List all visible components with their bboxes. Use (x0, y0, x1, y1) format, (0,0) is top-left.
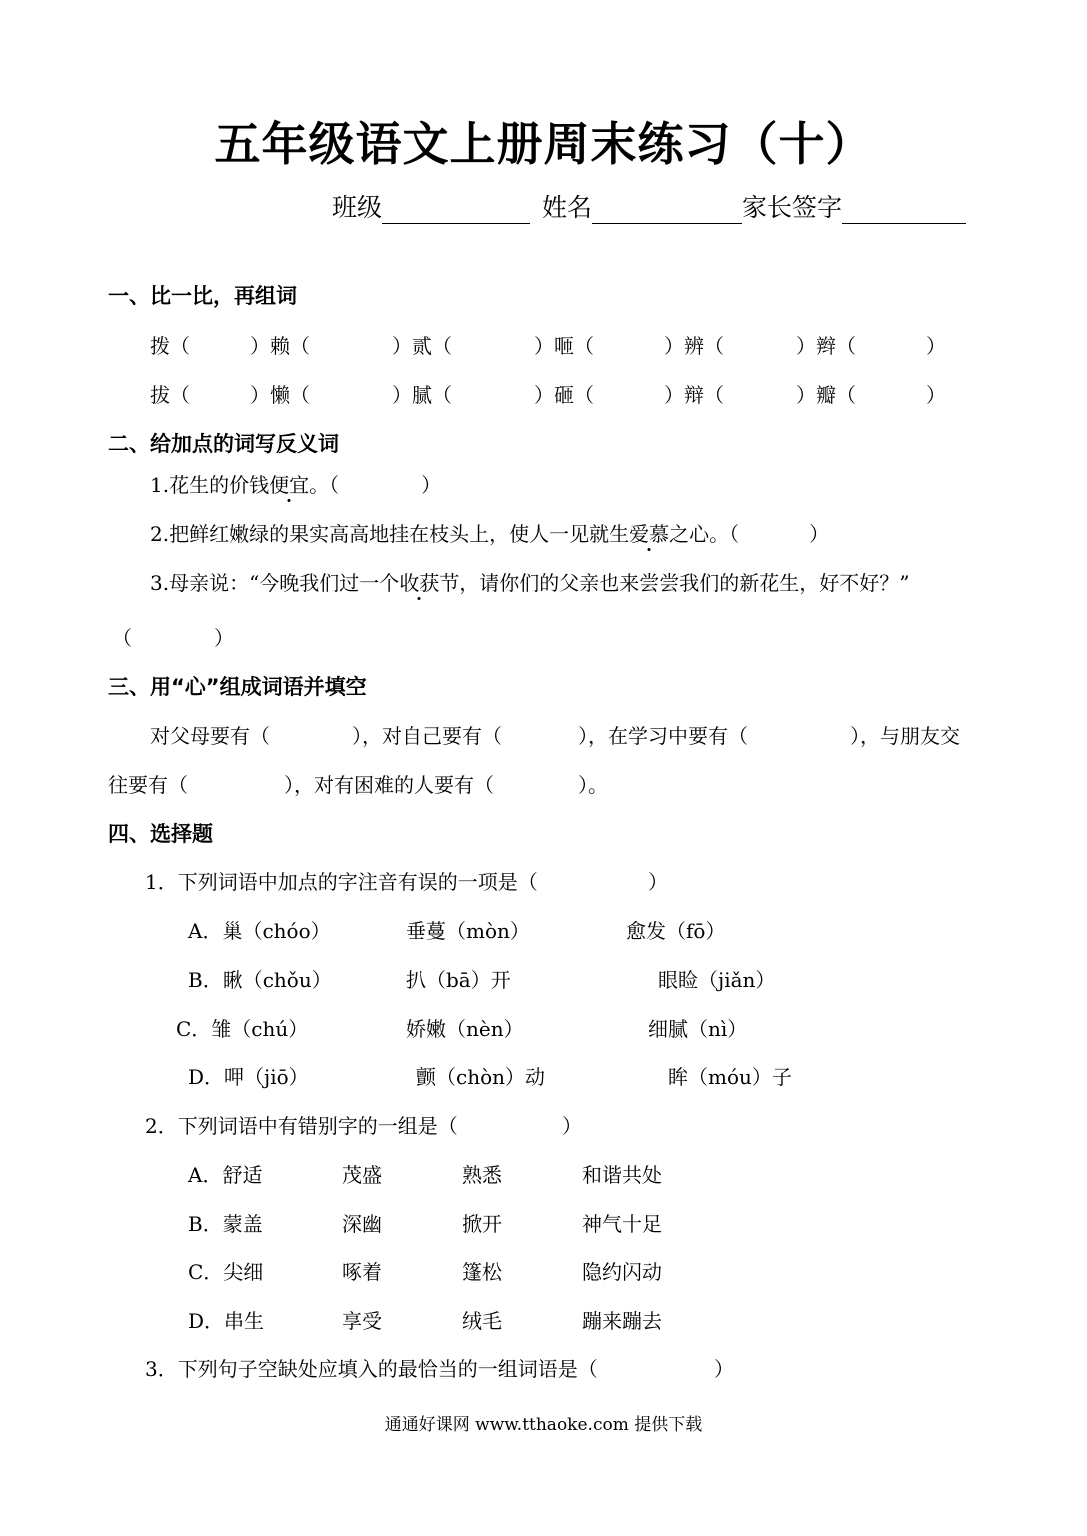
option-item: C．尖细 (188, 1260, 264, 1284)
fill-text: ），对有困难的人要有（ (284, 773, 494, 797)
option-item: 掀开 (462, 1212, 502, 1236)
dotted-word: 爱慕 (629, 522, 670, 546)
paren-close: ） (648, 870, 668, 894)
compare-cell: ）辩（ (664, 383, 724, 407)
fill-text: ），对自己要有（ (352, 724, 502, 748)
question-stem: 3．下列句子空缺处应填入的最恰当的一组词语是（ (145, 1357, 598, 1381)
section-2-heading: 二、给加点的词写反义词 (108, 432, 339, 456)
compare-cell: ） (926, 334, 946, 358)
section-3-heading: 三、用“心”组成词语并填空 (108, 675, 367, 699)
parent-signature-blank[interactable] (842, 195, 966, 224)
compare-cell: ） (926, 383, 946, 407)
question-stem: 1．下列词语中加点的字注音有误的一项是（ (145, 870, 538, 894)
fill-text: 往要有（ (108, 773, 188, 797)
antonym-question-3-answer (112, 622, 234, 651)
question-text: 之心。（ (669, 522, 740, 546)
option-item: B．蒙盖 (188, 1212, 263, 1236)
page-title: 五年级语文上册周末练习（十） (214, 117, 873, 171)
option-item: 颤（chòn）动 (416, 1065, 546, 1089)
antonym-question-3 (150, 567, 910, 596)
option-item: 啄着 (342, 1260, 382, 1284)
compare-cell: 拨（ (150, 334, 190, 358)
option-item: A．舒适 (188, 1163, 263, 1187)
dotted-word: 收获 (399, 571, 440, 595)
option-item: 篷松 (462, 1260, 502, 1284)
paren-close: ） (809, 522, 830, 546)
question-text: 。（ (309, 473, 340, 497)
antonym-question-2 (150, 518, 829, 547)
fill-text: ）。 (578, 773, 608, 797)
option-item: 愈发（fō） (626, 919, 726, 943)
compare-cell: ）瓣（ (796, 383, 856, 407)
name-blank[interactable] (592, 195, 742, 224)
option-item: 扒（bā）开 (406, 968, 511, 992)
compare-cell: 拔（ (150, 383, 190, 407)
paren-open: （ (112, 626, 132, 650)
paren-close: ） (714, 1357, 734, 1381)
option-item: D．串生 (188, 1309, 265, 1333)
class-label: 班级 (332, 193, 383, 222)
option-item: C．雏（chú） (176, 1017, 309, 1041)
option-item: 熟悉 (462, 1163, 502, 1187)
fill-text: 对父母要有（ (150, 724, 270, 748)
option-item: 享受 (342, 1309, 382, 1333)
paren-close: ） (214, 626, 234, 650)
fill-text: ），在学习中要有（ (578, 724, 748, 748)
paren-close: ） (562, 1114, 582, 1138)
class-blank[interactable] (382, 195, 530, 224)
question-text: 3.母亲说：“今晚我们过一个 (150, 571, 400, 595)
dotted-word: 便宜 (269, 473, 310, 497)
compare-cell: ）贰（ (392, 334, 452, 358)
compare-cell: ）辫（ (796, 334, 856, 358)
compare-cell: ）砸（ (534, 383, 594, 407)
question-text: 2.把鲜红嫩绿的果实高高地挂在枝头上，使人一见就生 (150, 522, 630, 546)
fill-text: ），与朋友交 (850, 724, 960, 748)
option-item: B．瞅（chǒu） (188, 968, 332, 992)
paren-close: ） (421, 473, 442, 497)
section-4-heading: 四、选择题 (108, 822, 213, 846)
option-item: 蹦来蹦去 (582, 1309, 662, 1333)
option-item: 神气十足 (582, 1212, 662, 1236)
antonym-question-1 (150, 469, 441, 498)
option-item: 深幽 (342, 1212, 382, 1236)
option-item: 眼睑（jiǎn） (658, 968, 776, 992)
compare-cell: ）腻（ (392, 383, 452, 407)
compare-cell: ）赖（ (250, 334, 310, 358)
name-label: 姓名 (542, 193, 593, 222)
option-item: 娇嫩（nèn） (406, 1017, 524, 1041)
option-item: 绒毛 (462, 1309, 502, 1333)
option-item: 眸（móu）子 (668, 1065, 792, 1089)
option-item: 细腻（nì） (648, 1017, 748, 1041)
question-text: 节，请你们的父亲也来尝尝我们的新花生，好不好？” (439, 571, 910, 595)
section-1-heading: 一、比一比，再组词 (108, 284, 297, 308)
compare-cell: ）辨（ (664, 334, 724, 358)
compare-cell: ）懒（ (250, 383, 310, 407)
question-text: 1.花生的价钱 (150, 473, 270, 497)
option-item: 和谐共处 (582, 1163, 662, 1187)
option-item: 垂蔓（mòn） (406, 919, 530, 943)
option-item: 茂盛 (342, 1163, 382, 1187)
parent-signature-label: 家长签字 (742, 193, 843, 222)
student-info-row (332, 188, 966, 224)
footer-source: 通通好课网 www.tthaoke.com 提供下载 (384, 1415, 703, 1435)
option-item: A．巢（chóo） (188, 919, 331, 943)
question-stem: 2．下列词语中有错别字的一组是（ (145, 1114, 458, 1138)
option-item: 隐约闪动 (582, 1260, 662, 1284)
compare-cell: ）咂（ (534, 334, 594, 358)
option-item: D．呷（jiō） (188, 1065, 309, 1089)
